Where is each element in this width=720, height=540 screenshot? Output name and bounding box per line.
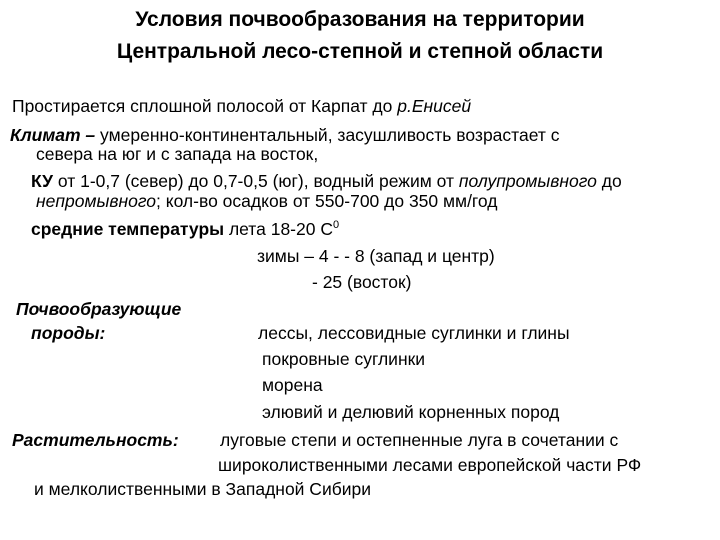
vegetation-label [12,429,179,451]
ku-line1 [31,170,622,192]
climate-label: Климат – [10,125,96,145]
parent-rock-item: элювий и делювий корненных пород [262,402,560,422]
vegetation-line2: широколиственными лесами европейской части РФ [218,455,642,475]
ku-text2: до [596,171,622,191]
slide-title-line1: Условия почвообразования на территории [135,8,585,31]
temperature-winter: зимы – 4 - - 8 (запад и центр) [257,246,495,266]
ku-italic1: полупромывного [458,171,597,191]
parent-rock-item: лессы, лессовидные суглинки и глины [258,323,570,343]
degree-superscript: 0 [332,219,340,232]
parent-rocks-label-1: Почвообразующие [16,299,182,319]
vegetation-line1: луговые степи и остепненные луга в сочетании с [220,430,619,450]
vegetation-label-text: Растительность: [12,430,179,450]
extent-text [12,95,471,117]
ku-italic2: непромывного [36,191,156,211]
parent-rocks-label-2: породы: [31,323,106,343]
extent-place: р.Енисей [397,96,472,116]
climate-text1: умеренно-континентальный, засушливость возрастает с [95,125,560,145]
parent-rock-item: покровные суглинки [262,349,426,369]
parent-rocks-label-line2 [31,322,105,344]
parent-rocks-label-line1 [16,298,181,320]
ku-text3: ; кол-во осадков от 550-700 до 350 мм/год [156,191,498,211]
vegetation-line3: и мелколиственными в Западной Сибири [34,479,372,499]
ku-text1: от 1-0,7 (север) до 0,7-0,5 (юг), водный режим от [53,171,459,191]
temperature-summer: лета 18-20 С [224,219,333,239]
slide-title-line2: Центральной лесо-степной и степной области [116,40,604,63]
climate-line2: севера на юг и с запада на восток, [36,144,319,164]
ku-line2 [36,190,498,212]
temperature-summer-line [31,218,339,240]
ku-label: КУ [31,171,54,191]
temperature-label: средние температуры [31,219,225,239]
extent-lead: Простирается сплошной полосой от Карпат до [12,96,398,116]
temperature-east: - 25 (восток) [312,272,412,292]
parent-rock-item: морена [262,375,323,395]
